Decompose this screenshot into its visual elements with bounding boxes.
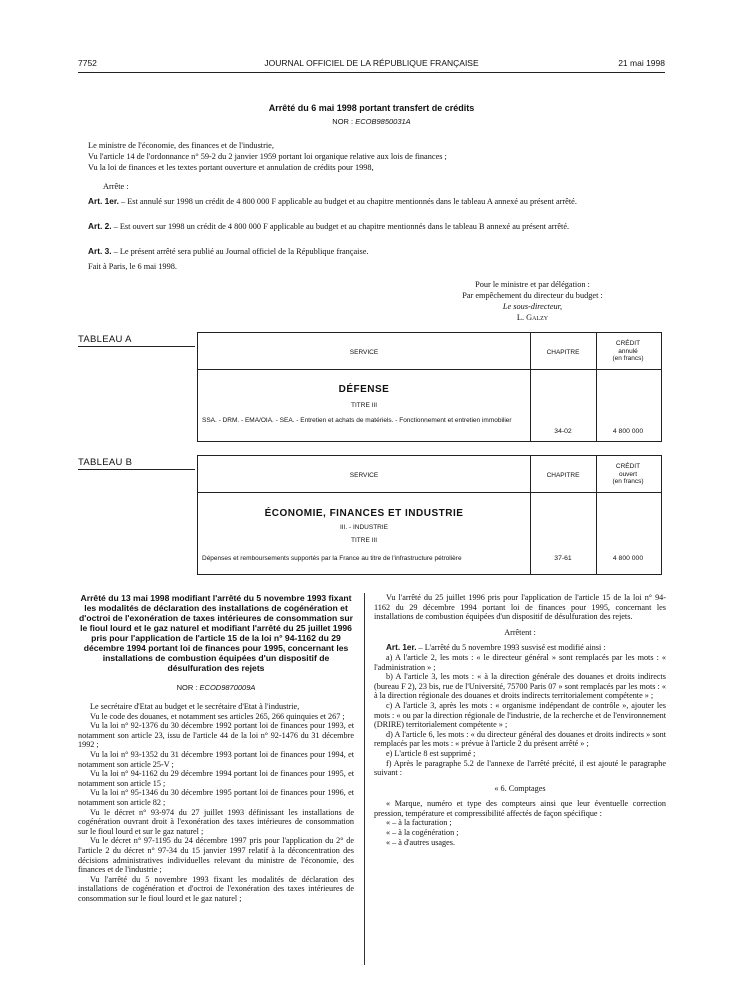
article-3 — [88, 246, 665, 257]
visa-0: Le ministre de l'économie, des finances et de l'industrie, — [88, 141, 274, 150]
article-2-text: – Est ouvert sur 1998 un crédit de 4 800 000 F applicable au budget et au chapitre mentionnés dans le tableau B annexé au présent arrêté. — [111, 222, 570, 231]
nor-label: NOR : — [332, 117, 354, 126]
header-rule — [78, 72, 665, 73]
article-3-text: – Le présent arrêté sera publié au Journal officiel de la République française. — [111, 247, 369, 256]
arrete2-visa-1: Vu le code des douanes, et notamment ses articles 265, 266 quinquies et 267 ; — [90, 711, 345, 721]
arrete2-article-1-text: – L'arrêté du 5 novembre 1993 susvisé est modifié ainsi : — [416, 643, 606, 653]
tableau-a-col-service: SERVICE — [349, 349, 379, 356]
signature-name: L. Galzy — [516, 313, 549, 322]
tableau-b-credit: 4 800 000 — [612, 555, 644, 562]
arrete2-visa-5: Vu la loi n° 95-1346 du 30 décembre 1995 portant loi de finances pour 1996, et notamment son article 82 ; — [78, 788, 354, 807]
tableau-b-label: TABLEAU B — [78, 457, 133, 468]
article-1-label: Art. 1er. — [88, 196, 119, 206]
arrete2-visa-3: Vu la loi n° 93-1352 du 31 décembre 1993 portant loi de finances pour 1994, et notamment son article 25-V ; — [78, 749, 354, 769]
arrete1-title: Arrêté du 6 mai 1998 portant transfert de crédits — [268, 103, 475, 113]
signature-line-2: Le sous-directeur, — [502, 302, 563, 311]
arrete2-bullet-1: « – à la cogénération ; — [386, 828, 459, 838]
arrete2-visa-2: Vu la loi n° 92-1376 du 30 décembre 1992 portant loi de finances pour 1993, et notamment son article 23, issu de l'article 44 de la loi n° 92-1476 du 31 décembre 1992 ; — [78, 721, 354, 750]
arrete2-item-f: f) Après le paragraphe 5.2 de l'annexe de l'arrêté précité, il est ajouté le paragraphe suivant : — [374, 758, 666, 778]
tableau-a-titre: TITRE III — [351, 402, 377, 409]
tableau-b-section: III. - INDUSTRIE — [339, 524, 389, 531]
nor-label: NOR : — [176, 683, 198, 692]
arrete2-arretent: Arrêtent : — [504, 627, 536, 637]
arrete2-visa-9: Vu l'arrêté du 25 juillet 1996 pris pour l'application de l'article 15 de la loi n° 94-1162 du 29 décembre 1994 portant loi de finances pour 1995, concernant les installations de combustion équipées d'un dispositif de désulfuration des rejets. — [374, 593, 666, 622]
arrete2-item-c: c) A l'article 3, après les mots : « organisme indépendant de contrôle », ajouter les mots : « ou par la direction régionale de l'industrie, de la recherche et de l'environnement (DRIRE) territorialement compétente » ; — [374, 700, 666, 730]
tableau-a-label: TABLEAU A — [78, 334, 132, 345]
tableau-b-col-chapitre: CHAPITRE — [546, 472, 580, 479]
arrete2-bullet-0: « – à la facturation ; — [386, 818, 452, 828]
tableau-b-rule — [78, 469, 195, 470]
tableau-a-rule — [78, 346, 195, 347]
arrete2-nor — [78, 683, 354, 692]
arrete2-section-text: « Marque, numéro et type des compteurs ainsi que leur éventuelle correction pression, température et compressibilité affectés de façon spécifique : — [374, 799, 666, 818]
journal-title: JOURNAL OFFICIEL DE LA RÉPUBLIQUE FRANÇAISE — [264, 58, 479, 68]
arrete2-visa-7: Vu le décret n° 97-1195 du 24 décembre 1997 pris pour l'application du 2° de l'article 2 du décret n° 97-34 du 15 janvier 1997 relatif à la déconcentration des décisions administratives individuelles relevant du ministre de l'économie, des finances et de l'industrie ; — [78, 836, 354, 875]
arrete2-title: Arrêté du 13 mai 1998 modifiant l'arrêté du 5 novembre 1993 fixant les modalités de déclaration des installations de cogénération et d'octroi de l'exonération de taxes intérieures de consommation sur le fioul lourd et le gaz naturel et modifiant l'arrêté du 25 juillet 1996 pris pour l'application de l'article 15 de la loi n° 94-1162 du 29 décembre 1994 portant loi de finances pour 1995, concernant les installations de combustion équipées d'un dispositif de désulfuration des rejets — [79, 593, 353, 673]
tableau-b — [197, 455, 662, 575]
arrete2-visa-6: Vu le décret n° 93-974 du 27 juillet 1993 définissant les installations de cogénération ouvrant droit à l'exonération des taxes intérieures de consommation sur le fioul lourd et sur le gaz naturel ; — [78, 807, 354, 836]
signature-line-1: Par empêchement du directeur du budget : — [462, 291, 603, 300]
arrete2-item-d: d) A l'article 6, les mots : « du directeur général des douanes et droits indirects » sont remplacés par les mots : « prévue à l'article 2 du présent arrêté » ; — [374, 729, 666, 749]
page-number: 7752 — [78, 58, 97, 68]
visa-1: Vu l'article 14 de l'ordonnance n° 59-2 du 2 janvier 1959 portant loi organique relative aux lois de finances ; — [88, 152, 447, 161]
arrete2-bullet-2: « – à d'autres usages. — [386, 837, 456, 847]
signature-line-0: Pour le ministre et par délégation : — [475, 280, 590, 289]
arrete2-right-column — [374, 593, 666, 847]
tableau-b-chapitre: 37-61 — [554, 555, 572, 562]
tableau-a-chapitre: 34-02 — [554, 428, 572, 435]
arrete2-visa-4: Vu la loi n° 94-1162 du 29 décembre 1994 portant loi de finances pour 1995, et notamment son article 15 ; — [78, 769, 354, 788]
issue-date: 21 mai 1998 — [618, 58, 665, 68]
tableau-b-col-credit-1: CRÉDIT — [615, 463, 641, 470]
arrete2-item-a: a) A l'article 2, les mots : « le directeur général » sont remplacés par les mots : « l'administration » ; — [374, 652, 666, 672]
tableau-b-col-service: SERVICE — [349, 472, 379, 479]
tableau-a-col-credit-3: (en francs) — [612, 355, 644, 362]
tableau-a-description: SSA. - DRM. - EMA/OIA. - SEA. - Entretien et achats de matériels. - Fonctionnement et entretien immobilier — [202, 417, 512, 424]
article-3-label: Art. 3. — [88, 246, 112, 256]
nor-code: ECOB9850031A — [355, 117, 411, 126]
nor-code: ECOD9870009A — [199, 683, 256, 692]
tableau-a-credit: 4 800 000 — [612, 428, 644, 435]
arrete2-article-1 — [374, 643, 666, 653]
fait-a-paris: Fait à Paris, le 6 mai 1998. — [88, 262, 177, 271]
arrete1-nor — [78, 117, 665, 126]
visa-2: Vu la loi de finances et les textes portant ouverture et annulation de crédits pour 1998, — [88, 163, 374, 172]
tableau-a-col-credit-2: annulé — [618, 347, 638, 355]
tableau-b-col-credit-2: ouvert — [618, 470, 638, 478]
article-1 — [88, 196, 665, 207]
arrete2-visa-8: Vu l'arrêté du 5 novembre 1993 fixant les modalités de déclaration des installations de cogénération et d'octroi de l'exonération des taxes intérieures de consommation sur le fioul lourd et le gaz naturel ; — [78, 874, 354, 903]
arrete2-visa-0: Le secrétaire d'Etat au budget et le secrétaire d'Etat à l'industrie, — [90, 702, 300, 711]
tableau-a — [197, 332, 662, 442]
page-header — [78, 58, 665, 70]
arrete2-section-heading: « 6. Comptages — [494, 783, 546, 793]
tableau-a-ministry: DÉFENSE — [338, 384, 390, 395]
arrete2-item-e: e) L'article 8 est supprimé ; — [386, 748, 476, 758]
arrete2-item-b: b) A l'article 3, les mots : « à la direction générale des douanes et droits indirects (bureau F 2), 23 bis, rue de l'Université, 75700 Paris 07 » sont remplacés par les mots : « à la direction régionale des douanes et droits indirects territorialement compétente » ; — [374, 672, 666, 701]
arrete2-article-1-label: Art. 1er. — [386, 643, 417, 653]
tableau-b-header-rule — [198, 492, 661, 493]
article-2-label: Art. 2. — [88, 221, 112, 231]
tableau-a-col-chapitre: CHAPITRE — [546, 349, 580, 356]
tableau-a-col-credit-1: CRÉDIT — [615, 340, 641, 347]
arrete-word: Arrête : — [103, 182, 129, 191]
article-2 — [88, 221, 665, 232]
tableau-b-ministry: ÉCONOMIE, FINANCES ET INDUSTRIE — [264, 508, 464, 519]
arrete2-left-column — [78, 593, 354, 903]
tableau-b-titre: TITRE III — [351, 537, 377, 544]
column-separator — [364, 593, 365, 965]
tableau-a-header-rule — [198, 369, 661, 370]
article-1-text: – Est annulé sur 1998 un crédit de 4 800 000 F applicable au budget et au chapitre mentionnés dans le tableau A annexé au présent arrêté. — [118, 197, 577, 206]
tableau-b-col-credit-3: (en francs) — [612, 478, 644, 485]
tableau-b-description: Dépenses et remboursements supportés par la France au titre de l'infrastructure pétrolière — [202, 555, 462, 562]
